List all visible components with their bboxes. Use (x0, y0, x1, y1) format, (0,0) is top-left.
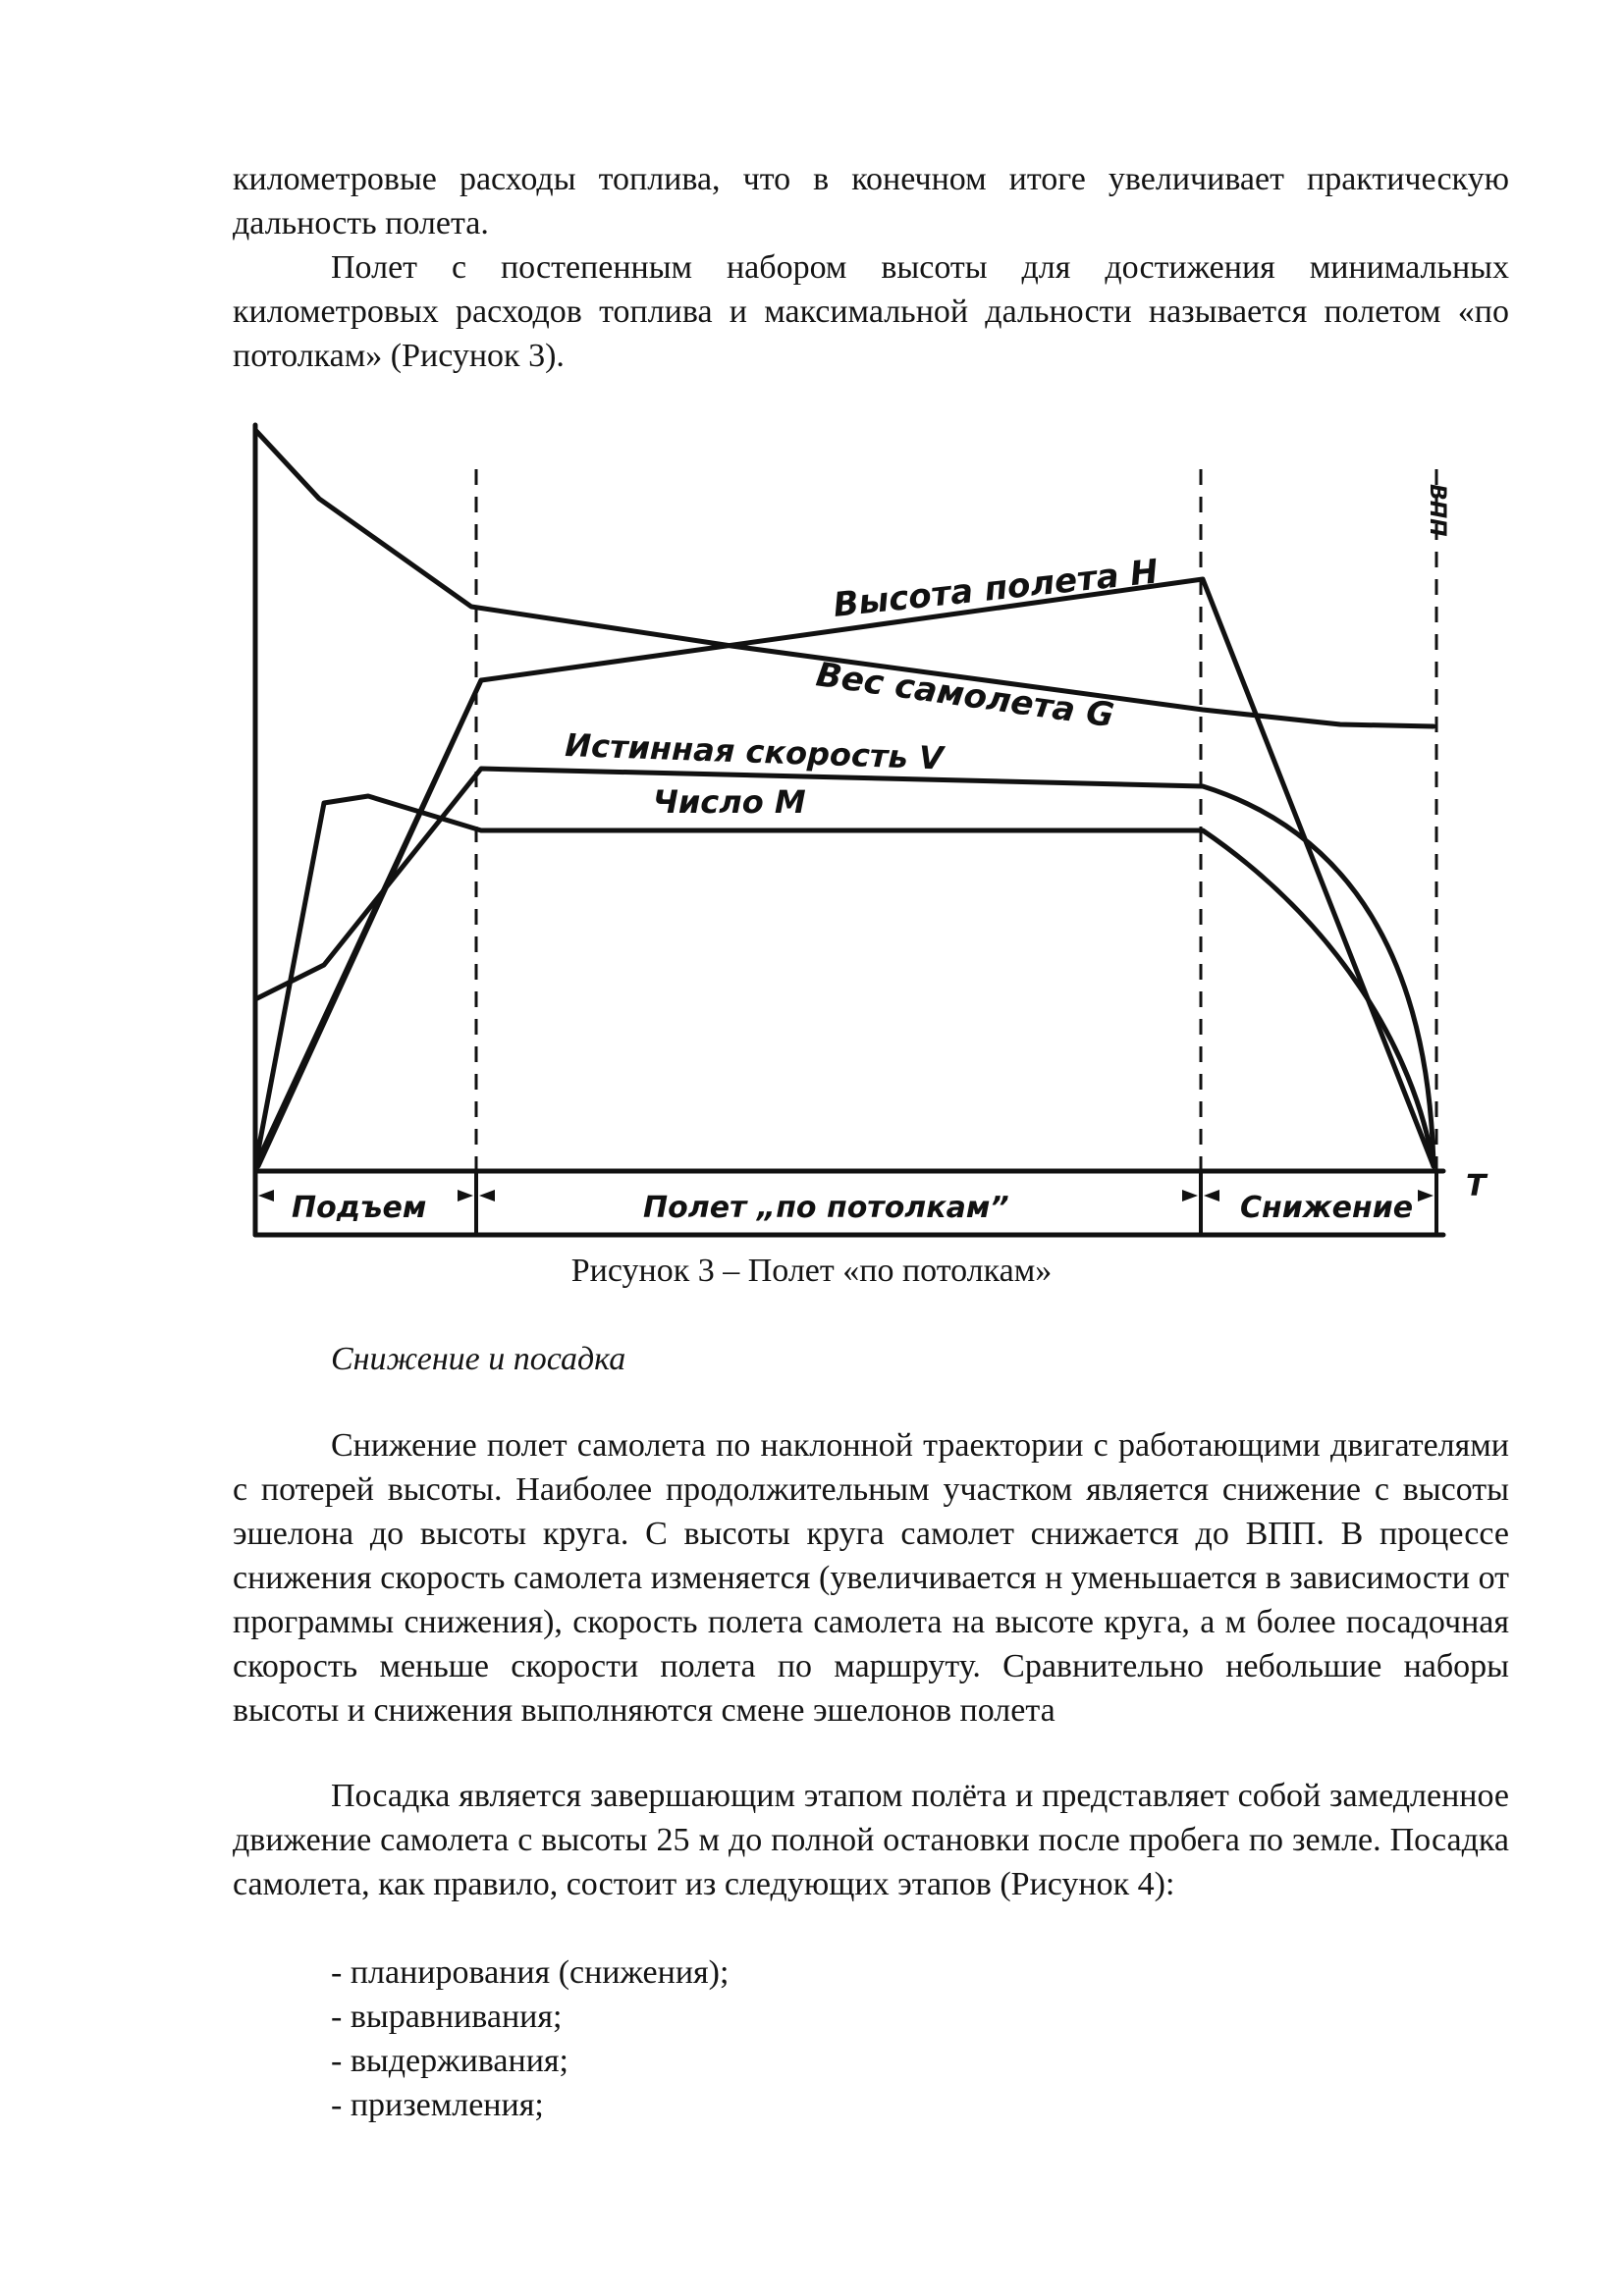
axis-label-t: T (1466, 1169, 1487, 1203)
arrow-right-2 (1182, 1190, 1198, 1201)
arrow-left-3 (1204, 1190, 1219, 1201)
paragraph-landing: Посадка является завершающим этапом полёта и представляет собой замедленное движение самолета с высоты 25 м до полной остановки после пробега по земле. Посадка самолета, как правило, состоит из следующих этапов (Рисунок 4): (233, 1778, 1509, 1902)
section-heading: Снижение и посадка (331, 1341, 626, 1377)
label-weight: Вес самолета G (813, 655, 1116, 736)
paragraph-descent: Снижение полет самолета по наклонной траектории с работающими двигателями с потерей высоты. Наиболее продолжительным участком является снижение с высоты эшелона до высоты круга. С высоты круга самолет снижается до ВПП. В процессе снижения скорость самолета изменяется (увеличивается н уменьшается в зависимости от программы снижения), скорость полета самолета на высоте круга, а м более посадочная скорость меньше скорости полета по маршруту. Сравнительно небольшие наборы высоты и снижения выполняются смене эшелонов полета (233, 1427, 1509, 1729)
figure-caption: Рисунок 3 – Полет «по потолкам» (570, 1253, 1053, 1289)
label-runway: ВПП (1425, 484, 1449, 537)
mach-curve (255, 796, 1434, 1166)
arrow-right-1 (458, 1190, 473, 1201)
label-mach: Число M (653, 783, 806, 821)
arrow-right-3 (1418, 1190, 1434, 1201)
arrow-left-1 (258, 1190, 274, 1201)
phase-label-descent: Снижение (1240, 1191, 1414, 1225)
landing-stages-list (331, 1950, 729, 2127)
list-item: - выравнивания; (331, 1999, 563, 2035)
figure-diagram (241, 410, 1517, 1245)
list-item: - выдерживания; (331, 2043, 568, 2079)
climb-line (258, 680, 481, 1166)
phase-label-climb: Подъем (292, 1191, 427, 1225)
phase-label-cruise: Полет „по потолкам” (643, 1191, 1009, 1225)
label-altitude: Высота полета H (831, 552, 1161, 625)
figure-ceiling-flight (241, 410, 1517, 1245)
paragraph-ceiling-flight: Полет с постепенным набором высоты для достижения минимальных километровых расходов топлива и максимальной дальности называется полетом «по потолкам» (Рисунок 3). (233, 249, 1509, 374)
label-true-speed: Истинная скорость V (564, 726, 945, 777)
list-item: - планирования (снижения); (331, 1954, 730, 1991)
paragraph-fuel-range: километровые расходы топлива, что в конечном итоге увеличивает практическую дальность полета. (233, 161, 1509, 241)
arrow-left-2 (479, 1190, 495, 1201)
list-item: - приземления; (331, 2087, 544, 2123)
